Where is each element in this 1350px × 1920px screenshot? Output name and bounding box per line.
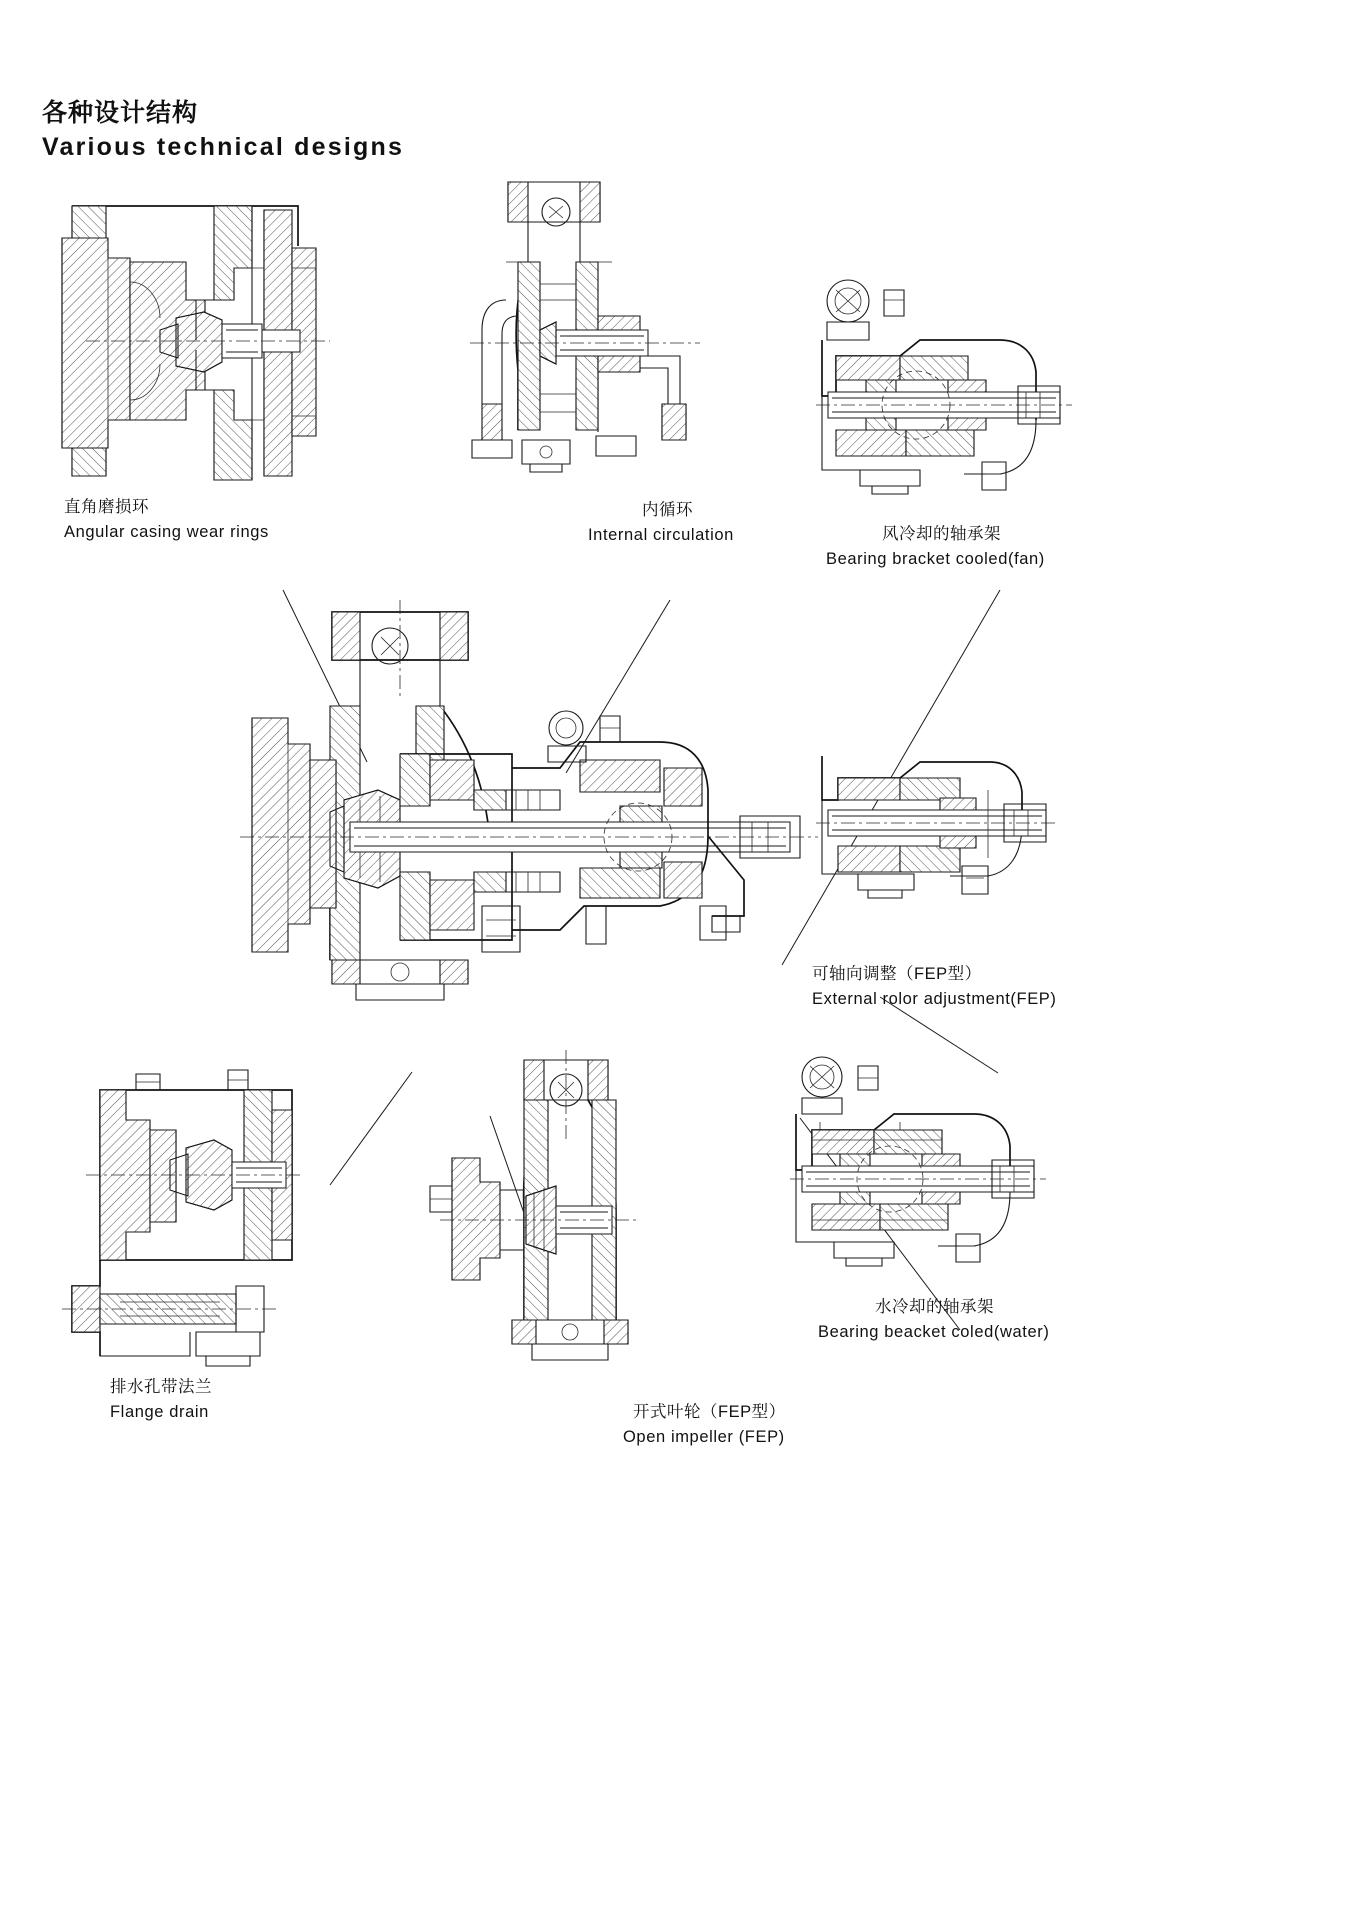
- leader-flange-drain: [330, 1072, 412, 1185]
- figure-open-impeller: [430, 1050, 640, 1360]
- figure-main-pump: [240, 600, 818, 1000]
- leader-angular-casing: [283, 590, 367, 762]
- callout-angular-casing-wear-rings: [64, 495, 269, 545]
- figure-internal-circulation: [470, 182, 700, 472]
- page-title-en: Various technical designs: [42, 133, 405, 161]
- figure-bearing-bracket-water: [790, 1057, 1046, 1266]
- callout-label-en: Bearing bracket cooled(fan): [826, 550, 1045, 568]
- callout-external-rotor-adjustment: [812, 962, 1057, 1012]
- callout-label-cn: 可轴向调整（FEP型）: [812, 965, 982, 983]
- figure-angular-casing-wear-rings: [62, 206, 330, 480]
- callout-flange-drain: [110, 1375, 212, 1425]
- callout-label-cn: 内循环: [642, 501, 693, 519]
- leader-internal-circulation: [566, 600, 670, 773]
- callout-label-cn: 排水孔带法兰: [110, 1378, 212, 1396]
- callout-label-en: Open impeller (FEP): [623, 1428, 785, 1446]
- callout-internal-circulation: [588, 498, 734, 548]
- callout-label-cn: 直角磨损环: [64, 498, 149, 516]
- callout-label-cn: 开式叶轮（FEP型）: [633, 1403, 786, 1421]
- figure-flange-drain: [62, 1070, 304, 1366]
- page-title-cn: 各种设计结构: [42, 99, 199, 127]
- callout-label-en: External rolor adjustment(FEP): [812, 990, 1057, 1008]
- callout-bearing-bracket-cooled-fan: [826, 522, 1045, 572]
- leader-open-impeller: [490, 1116, 545, 1273]
- callout-bearing-bracket-cooled-water: [818, 1295, 1050, 1345]
- figure-external-rotor-adjustment: [816, 756, 1058, 898]
- callout-open-impeller: [623, 1400, 786, 1450]
- callout-label-en: Internal circulation: [588, 526, 734, 544]
- leader-bearing-fan: [782, 590, 1000, 965]
- callout-label-en: Bearing beacket coled(water): [818, 1323, 1050, 1341]
- callout-label-cn: 风冷却的轴承架: [882, 525, 1001, 543]
- callout-label-en: Angular casing wear rings: [64, 523, 269, 541]
- leader-lines: [283, 590, 1000, 1330]
- page-title: [42, 96, 404, 164]
- callout-label-en: Flange drain: [110, 1403, 209, 1421]
- figure-bearing-bracket-fan: [816, 280, 1072, 494]
- callout-label-cn: 水冷却的轴承架: [875, 1298, 994, 1316]
